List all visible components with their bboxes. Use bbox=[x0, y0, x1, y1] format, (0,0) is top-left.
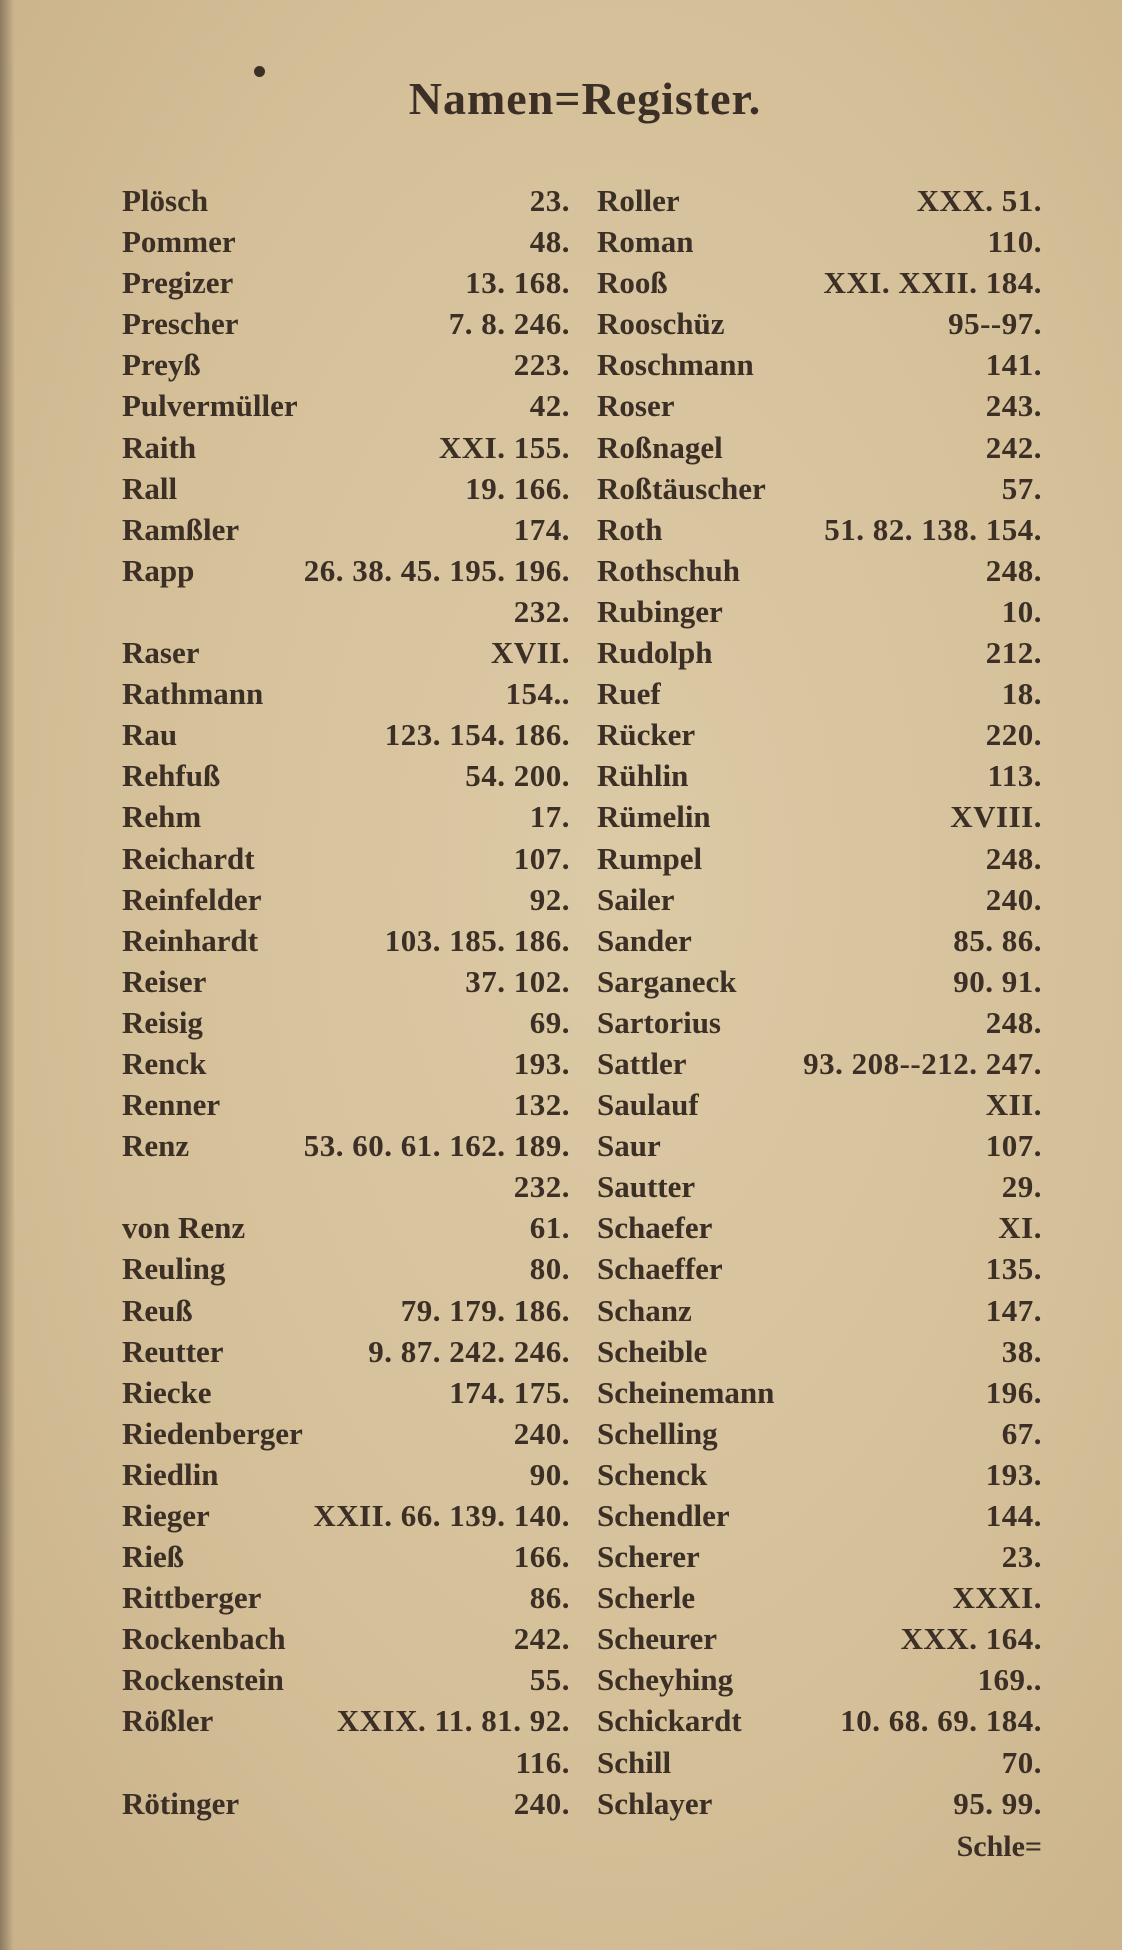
index-entry bbox=[597, 1495, 1042, 1536]
entry-name: Sarganeck bbox=[597, 963, 737, 999]
entry-name: Roßtäuscher bbox=[597, 470, 766, 506]
entry-pages: 95. 99. bbox=[953, 1785, 1042, 1821]
index-entry bbox=[597, 1618, 1042, 1659]
index-entry bbox=[122, 1125, 570, 1166]
entry-pages: 85. 86. bbox=[953, 922, 1042, 958]
entry-name: Rapp bbox=[122, 552, 195, 588]
entry-name: Sailer bbox=[597, 881, 675, 917]
index-entry bbox=[122, 1536, 570, 1577]
entry-name: Pommer bbox=[122, 224, 236, 260]
entry-name: Schendler bbox=[597, 1498, 730, 1533]
entry-name: Schelling bbox=[597, 1415, 718, 1451]
entry-pages: XXIX. 11. 81. 92. bbox=[336, 1703, 570, 1739]
entry-pages: XVIII. bbox=[950, 799, 1042, 835]
entry-name: Rall bbox=[122, 470, 178, 506]
entry-name: Rubinger bbox=[597, 593, 723, 629]
index-entry bbox=[122, 1290, 570, 1331]
entry-pages: 29. bbox=[1001, 1169, 1042, 1205]
entry-pages: 166. bbox=[513, 1539, 570, 1575]
entry-name: Roman bbox=[597, 224, 694, 260]
index-entry bbox=[122, 1700, 570, 1741]
entry-name: Rau bbox=[122, 717, 178, 753]
entry-pages: 110. bbox=[987, 224, 1042, 260]
entry-pages: 69. bbox=[529, 1004, 570, 1040]
entry-name: Ramßler bbox=[122, 511, 240, 547]
index-entry bbox=[122, 1618, 570, 1659]
entry-name: Rudolph bbox=[597, 635, 713, 671]
index-entry bbox=[122, 550, 570, 591]
entry-pages: 54. 200. bbox=[465, 758, 570, 794]
entry-name: Rehfuß bbox=[122, 758, 221, 794]
entry-pages: 248. bbox=[985, 1004, 1042, 1040]
entry-pages: 92. bbox=[529, 881, 570, 917]
entry-pages: XVII. bbox=[490, 635, 570, 671]
entry-pages: 232. bbox=[513, 1169, 570, 1205]
entry-name: Roßnagel bbox=[597, 429, 723, 465]
index-entry bbox=[122, 1413, 570, 1454]
entry-name: Schenck bbox=[597, 1456, 708, 1492]
index-entry bbox=[122, 1043, 570, 1084]
entry-name: Rößler bbox=[122, 1703, 214, 1739]
entry-name: Rücker bbox=[597, 717, 696, 753]
entry-name: Rötinger bbox=[122, 1785, 240, 1821]
entry-name: Scheible bbox=[597, 1333, 708, 1369]
index-entry bbox=[597, 509, 1042, 550]
entry-name: Roller bbox=[597, 183, 680, 218]
index-entry bbox=[122, 468, 570, 509]
entry-pages: 248. bbox=[985, 840, 1042, 876]
index-entry bbox=[597, 1742, 1042, 1783]
entry-pages: 116. bbox=[515, 1744, 570, 1780]
page-title: Namen=Register. bbox=[408, 73, 762, 124]
entry-name: Rühlin bbox=[597, 758, 689, 794]
index-entry bbox=[597, 221, 1042, 262]
entry-name: Raser bbox=[122, 635, 200, 671]
entry-pages: 70. bbox=[1001, 1744, 1042, 1780]
index-entry bbox=[122, 262, 570, 303]
entry-name: Reutter bbox=[122, 1333, 224, 1369]
entry-pages: 80. bbox=[529, 1251, 570, 1287]
entry-name: Pulvermüller bbox=[122, 388, 298, 424]
entry-name: Sattler bbox=[597, 1045, 687, 1081]
entry-pages: 53. 60. 61. 162. 189. bbox=[303, 1128, 570, 1164]
entry-name: Prescher bbox=[122, 306, 239, 342]
entry-name: Scheurer bbox=[597, 1621, 717, 1657]
entry-pages: 243. bbox=[985, 388, 1042, 424]
index-entry bbox=[597, 1290, 1042, 1331]
index-entry bbox=[597, 1125, 1042, 1166]
entry-name: Rehm bbox=[122, 799, 202, 835]
entry-name: Roser bbox=[597, 388, 675, 424]
index-entry bbox=[122, 303, 570, 344]
entry-name: Rockenstein bbox=[122, 1662, 284, 1698]
entry-pages: 147. bbox=[985, 1292, 1042, 1328]
entry-pages: 61. bbox=[529, 1210, 570, 1246]
entry-name: Rittberger bbox=[122, 1580, 262, 1616]
index-entry bbox=[597, 879, 1042, 920]
index-entry bbox=[122, 1331, 570, 1372]
index-entry bbox=[597, 262, 1042, 303]
entry-pages: 37. 102. bbox=[465, 963, 570, 999]
index-entry bbox=[122, 180, 570, 221]
entry-pages: 26. 38. 45. 195. 196. bbox=[303, 552, 570, 588]
entry-name: Rothschuh bbox=[597, 552, 740, 588]
index-entry bbox=[122, 509, 570, 550]
entry-name: Rockenbach bbox=[122, 1621, 286, 1657]
entry-pages: 17. bbox=[529, 799, 570, 835]
index-entry bbox=[597, 632, 1042, 673]
entry-name: Rooß bbox=[597, 265, 668, 301]
entry-pages: 132. bbox=[513, 1087, 570, 1123]
entry-name: Rooschüz bbox=[597, 306, 725, 342]
index-entry bbox=[122, 1577, 570, 1618]
index-entry bbox=[597, 1166, 1042, 1207]
entry-pages: 193. bbox=[985, 1456, 1042, 1492]
entry-pages: 144. bbox=[985, 1498, 1042, 1533]
entry-name: Renz bbox=[122, 1128, 190, 1164]
entry-pages: 18. bbox=[1001, 676, 1042, 712]
index-column-right bbox=[597, 180, 1042, 1824]
index-entry bbox=[597, 180, 1042, 221]
entry-name: Riedenberger bbox=[122, 1415, 303, 1451]
entry-pages: XXII. 66. 139. 140. bbox=[313, 1498, 570, 1533]
entry-pages: XXX. 51. bbox=[916, 183, 1042, 218]
index-entry bbox=[122, 1084, 570, 1125]
index-entry bbox=[597, 427, 1042, 468]
entry-name: Rathmann bbox=[122, 676, 264, 712]
entry-name: Riecke bbox=[122, 1374, 212, 1410]
index-entry bbox=[597, 1207, 1042, 1248]
index-entry bbox=[597, 1577, 1042, 1618]
entry-pages: 220. bbox=[985, 717, 1042, 753]
index-entry bbox=[122, 1166, 570, 1207]
index-entry bbox=[122, 879, 570, 920]
index-entry bbox=[122, 673, 570, 714]
index-entry bbox=[122, 920, 570, 961]
entry-pages: XXX. 164. bbox=[900, 1621, 1042, 1657]
entry-name: Rümelin bbox=[597, 799, 711, 835]
index-entry bbox=[597, 1248, 1042, 1289]
entry-pages: 95--97. bbox=[948, 306, 1042, 342]
entry-name: Renck bbox=[122, 1045, 207, 1081]
entry-pages: 135. bbox=[985, 1251, 1042, 1287]
entry-name: Raith bbox=[122, 429, 197, 465]
entry-pages: 196. bbox=[985, 1374, 1042, 1410]
index-entry bbox=[122, 838, 570, 879]
index-entry bbox=[597, 468, 1042, 509]
entry-pages: 141. bbox=[985, 347, 1042, 383]
index-entry bbox=[597, 714, 1042, 755]
entry-name: von Renz bbox=[122, 1210, 246, 1246]
index-entry bbox=[597, 961, 1042, 1002]
entry-pages: 240. bbox=[513, 1785, 570, 1821]
index-entry bbox=[122, 1002, 570, 1043]
index-entry bbox=[597, 344, 1042, 385]
index-entry bbox=[122, 796, 570, 837]
index-entry bbox=[122, 385, 570, 426]
entry-name: Saur bbox=[597, 1128, 661, 1164]
entry-name: Schaefer bbox=[597, 1210, 713, 1246]
entry-name: Sartorius bbox=[597, 1004, 721, 1040]
entry-pages: 90. 91. bbox=[953, 963, 1042, 999]
entry-pages: 42. bbox=[529, 388, 570, 424]
entry-name: Riedlin bbox=[122, 1456, 219, 1492]
entry-pages: XII. bbox=[985, 1087, 1042, 1123]
entry-pages: 169.. bbox=[977, 1662, 1042, 1698]
entry-pages: 232. bbox=[513, 593, 570, 629]
entry-pages: 107. bbox=[985, 1128, 1042, 1164]
index-entry bbox=[122, 1659, 570, 1700]
entry-name: Reisig bbox=[122, 1004, 203, 1040]
entry-pages: 154.. bbox=[505, 676, 570, 712]
entry-pages: 123. 154. 186. bbox=[384, 717, 570, 753]
index-entry bbox=[597, 1043, 1042, 1084]
entry-pages: 103. 185. 186. bbox=[384, 922, 570, 958]
index-entry bbox=[597, 550, 1042, 591]
entry-name: Schill bbox=[597, 1744, 672, 1780]
entry-name: Schlayer bbox=[597, 1785, 713, 1821]
index-entry bbox=[122, 632, 570, 673]
entry-name: Schickardt bbox=[597, 1703, 742, 1739]
entry-pages: 242. bbox=[985, 429, 1042, 465]
entry-name: Reiser bbox=[122, 963, 207, 999]
entry-pages: 10. 68. 69. 184. bbox=[840, 1703, 1042, 1739]
index-entry bbox=[597, 591, 1042, 632]
index-column-left bbox=[122, 180, 570, 1824]
entry-pages: 212. bbox=[985, 635, 1042, 671]
entry-pages: 38. bbox=[1001, 1333, 1042, 1369]
entry-pages: 48. bbox=[529, 224, 570, 260]
entry-name: Preyß bbox=[122, 347, 201, 383]
index-entry bbox=[597, 755, 1042, 796]
entry-pages: XI. bbox=[998, 1210, 1042, 1246]
entry-pages: 55. bbox=[529, 1662, 570, 1698]
entry-pages: 23. bbox=[1001, 1539, 1042, 1575]
entry-pages: 107. bbox=[513, 840, 570, 876]
entry-pages: 93. 208--212. 247. bbox=[803, 1045, 1042, 1081]
entry-name: Rumpel bbox=[597, 840, 703, 876]
index-entry bbox=[597, 1002, 1042, 1043]
index-entry bbox=[122, 755, 570, 796]
index-entry bbox=[597, 1783, 1042, 1824]
entry-name: Reuling bbox=[122, 1251, 226, 1287]
entry-pages: 242. bbox=[513, 1621, 570, 1657]
entry-pages: 13. 168. bbox=[465, 265, 570, 301]
index-entry bbox=[122, 344, 570, 385]
index-entry bbox=[597, 920, 1042, 961]
entry-name: Reuß bbox=[122, 1292, 193, 1328]
entry-name: Reinfelder bbox=[122, 881, 262, 917]
entry-pages: XXI. XXII. 184. bbox=[823, 265, 1042, 301]
entry-pages: 23. bbox=[529, 183, 570, 218]
entry-name: Reinhardt bbox=[122, 922, 259, 958]
entry-name: Pregizer bbox=[122, 265, 234, 301]
entry-name: Reichardt bbox=[122, 840, 255, 876]
entry-name: Roschmann bbox=[597, 347, 754, 383]
entry-pages: XXXI. bbox=[952, 1580, 1042, 1616]
entry-pages: 240. bbox=[985, 881, 1042, 917]
entry-pages: 57. bbox=[1001, 470, 1042, 506]
entry-name: Rieß bbox=[122, 1539, 184, 1575]
entry-pages: 51. 82. 138. 154. bbox=[824, 511, 1042, 547]
index-entry bbox=[597, 1536, 1042, 1577]
index-entry bbox=[122, 1207, 570, 1248]
index-entry bbox=[597, 673, 1042, 714]
entry-name: Scherer bbox=[597, 1539, 700, 1575]
index-entry bbox=[597, 1413, 1042, 1454]
entry-name: Scheinemann bbox=[597, 1374, 775, 1410]
index-entry bbox=[597, 1331, 1042, 1372]
entry-name: Saulauf bbox=[597, 1087, 699, 1123]
entry-pages: 113. bbox=[987, 758, 1042, 794]
catchword: Schle= bbox=[956, 1830, 1042, 1863]
index-entry bbox=[597, 1084, 1042, 1125]
entry-pages: 9. 87. 242. 246. bbox=[368, 1333, 570, 1369]
entry-name: Renner bbox=[122, 1087, 221, 1123]
index-entry bbox=[597, 385, 1042, 426]
index-entry bbox=[597, 1700, 1042, 1741]
index-entry bbox=[122, 1372, 570, 1413]
index-entry bbox=[597, 796, 1042, 837]
entry-name: Scheyhing bbox=[597, 1662, 734, 1698]
index-entry bbox=[122, 1495, 570, 1536]
entry-name: Ruef bbox=[597, 676, 661, 712]
entry-name: Schanz bbox=[597, 1292, 692, 1328]
index-entry bbox=[122, 1454, 570, 1495]
index-entry bbox=[597, 838, 1042, 879]
entry-pages: 86. bbox=[529, 1580, 570, 1616]
entry-name: Sautter bbox=[597, 1169, 696, 1205]
entry-name: Roth bbox=[597, 511, 663, 547]
index-entry bbox=[597, 1372, 1042, 1413]
entry-pages: 193. bbox=[513, 1045, 570, 1081]
entry-pages: 174. 175. bbox=[449, 1374, 570, 1410]
index-entry bbox=[122, 1742, 570, 1783]
entry-pages: 223. bbox=[513, 347, 570, 383]
entry-pages: 19. 166. bbox=[465, 470, 570, 506]
entry-name: Schaeffer bbox=[597, 1251, 723, 1287]
entry-name: Sander bbox=[597, 922, 692, 958]
entry-name: Scherle bbox=[597, 1580, 696, 1616]
entry-pages: 67. bbox=[1001, 1415, 1042, 1451]
index-entry bbox=[122, 714, 570, 755]
entry-pages: 90. bbox=[529, 1456, 570, 1492]
index-entry bbox=[597, 1659, 1042, 1700]
entry-name: Rieger bbox=[122, 1498, 210, 1533]
index-entry bbox=[122, 221, 570, 262]
entry-pages: 240. bbox=[513, 1415, 570, 1451]
index-entry bbox=[122, 961, 570, 1002]
index-entry bbox=[122, 427, 570, 468]
index-entry bbox=[597, 303, 1042, 344]
entry-pages: 248. bbox=[985, 552, 1042, 588]
page-binding-edge bbox=[0, 0, 14, 1950]
index-entry bbox=[122, 1248, 570, 1289]
entry-pages: 79. 179. 186. bbox=[400, 1292, 570, 1328]
index-entry bbox=[122, 1783, 570, 1824]
entry-pages: 7. 8. 246. bbox=[448, 306, 570, 342]
entry-pages: XXI. 155. bbox=[438, 429, 570, 465]
index-entry bbox=[597, 1454, 1042, 1495]
entry-pages: 10. bbox=[1001, 593, 1042, 629]
entry-name: Plösch bbox=[122, 183, 209, 218]
index-entry bbox=[122, 591, 570, 632]
entry-pages: 174. bbox=[513, 511, 570, 547]
